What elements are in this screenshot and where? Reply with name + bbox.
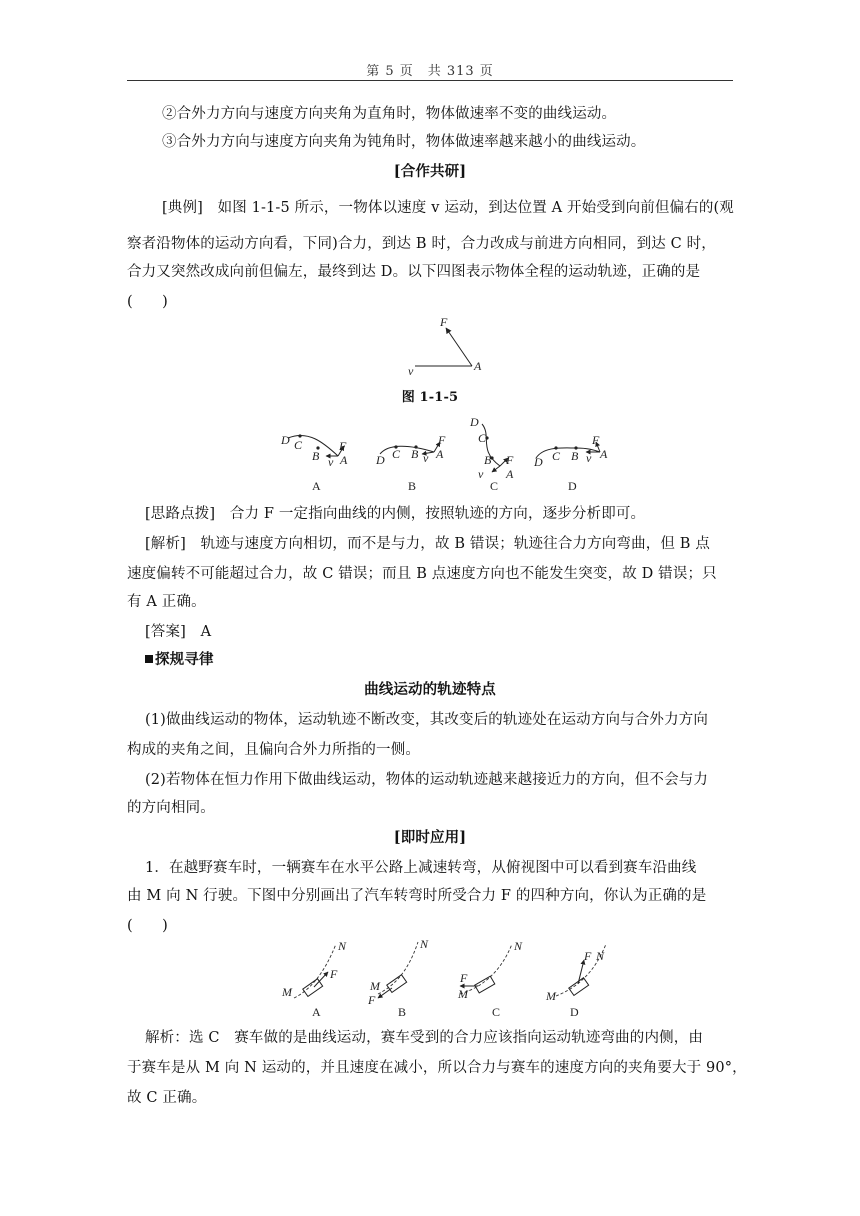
question-line: 由 M 向 N 行驶。下图中分别画出了汽车转弯时所受合力 F 的四种方向，你认为正确的是	[127, 888, 707, 904]
force-arrow	[446, 328, 472, 366]
svg-text:C: C	[294, 438, 303, 452]
option-label: A	[312, 479, 321, 493]
option-label: A	[312, 1005, 321, 1019]
svg-text:C: C	[392, 447, 401, 461]
text-line: [解析] 轨迹与速度方向相切，而不是与力，故 B 错误；轨迹往合力方向弯曲，但 B 点	[145, 536, 711, 552]
svg-text:N: N	[338, 939, 347, 953]
svg-text:N: N	[514, 939, 523, 953]
svg-text:D: D	[534, 455, 543, 469]
text-line: 的方向相同。	[127, 800, 215, 816]
svg-text:B: B	[484, 453, 492, 467]
section-heading: [合作共研]	[393, 163, 467, 180]
option-c-diagram	[469, 415, 514, 493]
option-label: B	[408, 479, 417, 493]
car-option-d	[545, 944, 606, 1019]
answer-line: [答案] A	[145, 624, 212, 640]
trajectory-options-figure	[278, 414, 618, 496]
text-line: 有 A 正确。	[127, 594, 206, 610]
page-header: 第 5 页 共 313 页	[366, 64, 494, 79]
option-d-diagram	[533, 433, 608, 493]
option-a-diagram	[280, 433, 348, 493]
svg-text:C: C	[552, 449, 561, 463]
svg-text:M: M	[282, 985, 292, 999]
question-line: 1．在越野赛车时，一辆赛车在水平公路上减速转弯，从俯视图中可以看到赛车沿曲线	[145, 860, 697, 876]
text-line: (1)做曲线运动的物体，运动轨迹不断改变，其改变后的轨迹处在运动方向与合外力方向	[145, 712, 709, 728]
car-force-options-figure	[280, 938, 620, 1020]
svg-text:v: v	[478, 467, 484, 481]
svg-text:B: B	[312, 449, 320, 463]
svg-text:A: A	[600, 447, 608, 461]
svg-text:D: D	[470, 415, 479, 429]
text-line: 构成的夹角之间，且偏向合外力所指的一侧。	[127, 742, 420, 758]
svg-text:F: F	[339, 439, 347, 453]
explanation-line: 于赛车是从 M 向 N 运动的，并且速度在减小，所以合力与赛车的速度方向的夹角要大于 90°，	[127, 1060, 747, 1076]
text-line: 速度偏转不可能超过合力，故 C 错误；而且 B 点速度方向也不能发生突变，故 D 错误；只	[127, 566, 717, 582]
section-heading: 曲线运动的轨迹特点	[364, 681, 496, 698]
svg-text:D: D	[281, 433, 290, 447]
explanation-line: 解析：选 C 赛车做的是曲线运动，赛车受到的合力应该指向运动轨迹弯曲的内侧，由	[145, 1030, 704, 1046]
svg-text:N: N	[596, 949, 605, 963]
option-b-diagram	[375, 433, 446, 493]
svg-text:F: F	[592, 433, 600, 447]
option-label: B	[398, 1005, 407, 1019]
svg-text:v: v	[328, 455, 334, 469]
example-line: 察者沿物体的运动方向看，下同)合力，到达 B 时，合力改成与前进方向相同，到达 C 时，	[127, 236, 716, 252]
svg-text:F: F	[330, 967, 338, 981]
header-rule	[127, 80, 733, 81]
text-line: [思路点拨] 合力 F 一定指向曲线的内侧，按照轨迹的方向，逐步分析即可。	[145, 506, 646, 522]
option-label: C	[490, 479, 499, 493]
svg-text:v: v	[586, 451, 592, 465]
text-line: (2)若物体在恒力作用下做曲线运动，物体的运动轨迹越来越接近力的方向，但不会与力	[145, 772, 709, 788]
car-option-c	[457, 939, 523, 1019]
car-option-b	[367, 937, 429, 1019]
label-v: v	[408, 364, 414, 378]
example-line: ( )	[127, 294, 168, 310]
option-label: C	[492, 1005, 501, 1019]
svg-text:v: v	[423, 451, 429, 465]
section-heading: [即时应用]	[393, 829, 467, 846]
svg-text:A: A	[436, 447, 444, 461]
svg-text:F: F	[584, 949, 592, 963]
svg-text:C: C	[478, 431, 487, 445]
label-A: A	[474, 359, 482, 373]
example-line: 合力又突然改成向前但偏左，最终到达 D。以下四图表示物体全程的运动轨迹，正确的是	[127, 264, 701, 280]
label-F: F	[440, 315, 448, 329]
figure-caption: 图 1-1-5	[401, 390, 459, 405]
svg-text:F: F	[506, 453, 514, 467]
text-line: ②合外力方向与速度方向夹角为直角时，物体做速率不变的曲线运动。	[162, 106, 617, 122]
svg-text:F: F	[438, 433, 446, 447]
option-label: D	[568, 479, 577, 493]
svg-text:M: M	[546, 989, 556, 1003]
question-line: ( )	[127, 918, 168, 934]
text-line: ③合外力方向与速度方向夹角为钝角时，物体做速率越来越小的曲线运动。	[162, 134, 646, 150]
figure-1-1-5	[400, 312, 500, 382]
svg-text:B: B	[411, 447, 419, 461]
rule-title: 探规寻律	[145, 650, 751, 670]
example-line: [典例] 如图 1-1-5 所示，一物体以速度 v 运动，到达位置 A 开始受到向前但偏右的(观	[162, 200, 734, 216]
svg-text:D: D	[376, 453, 385, 467]
svg-text:B: B	[571, 449, 579, 463]
car-option-a	[281, 939, 347, 1019]
svg-text:A: A	[340, 453, 348, 467]
explanation-line: 故 C 正确。	[127, 1090, 207, 1106]
svg-text:A: A	[506, 467, 514, 481]
svg-text:M: M	[458, 987, 468, 1001]
svg-text:F: F	[460, 971, 468, 985]
svg-text:N: N	[420, 937, 429, 951]
svg-text:F: F	[368, 993, 376, 1007]
svg-text:M: M	[370, 979, 380, 993]
option-label: D	[570, 1005, 579, 1019]
square-bullet-icon	[145, 655, 153, 663]
